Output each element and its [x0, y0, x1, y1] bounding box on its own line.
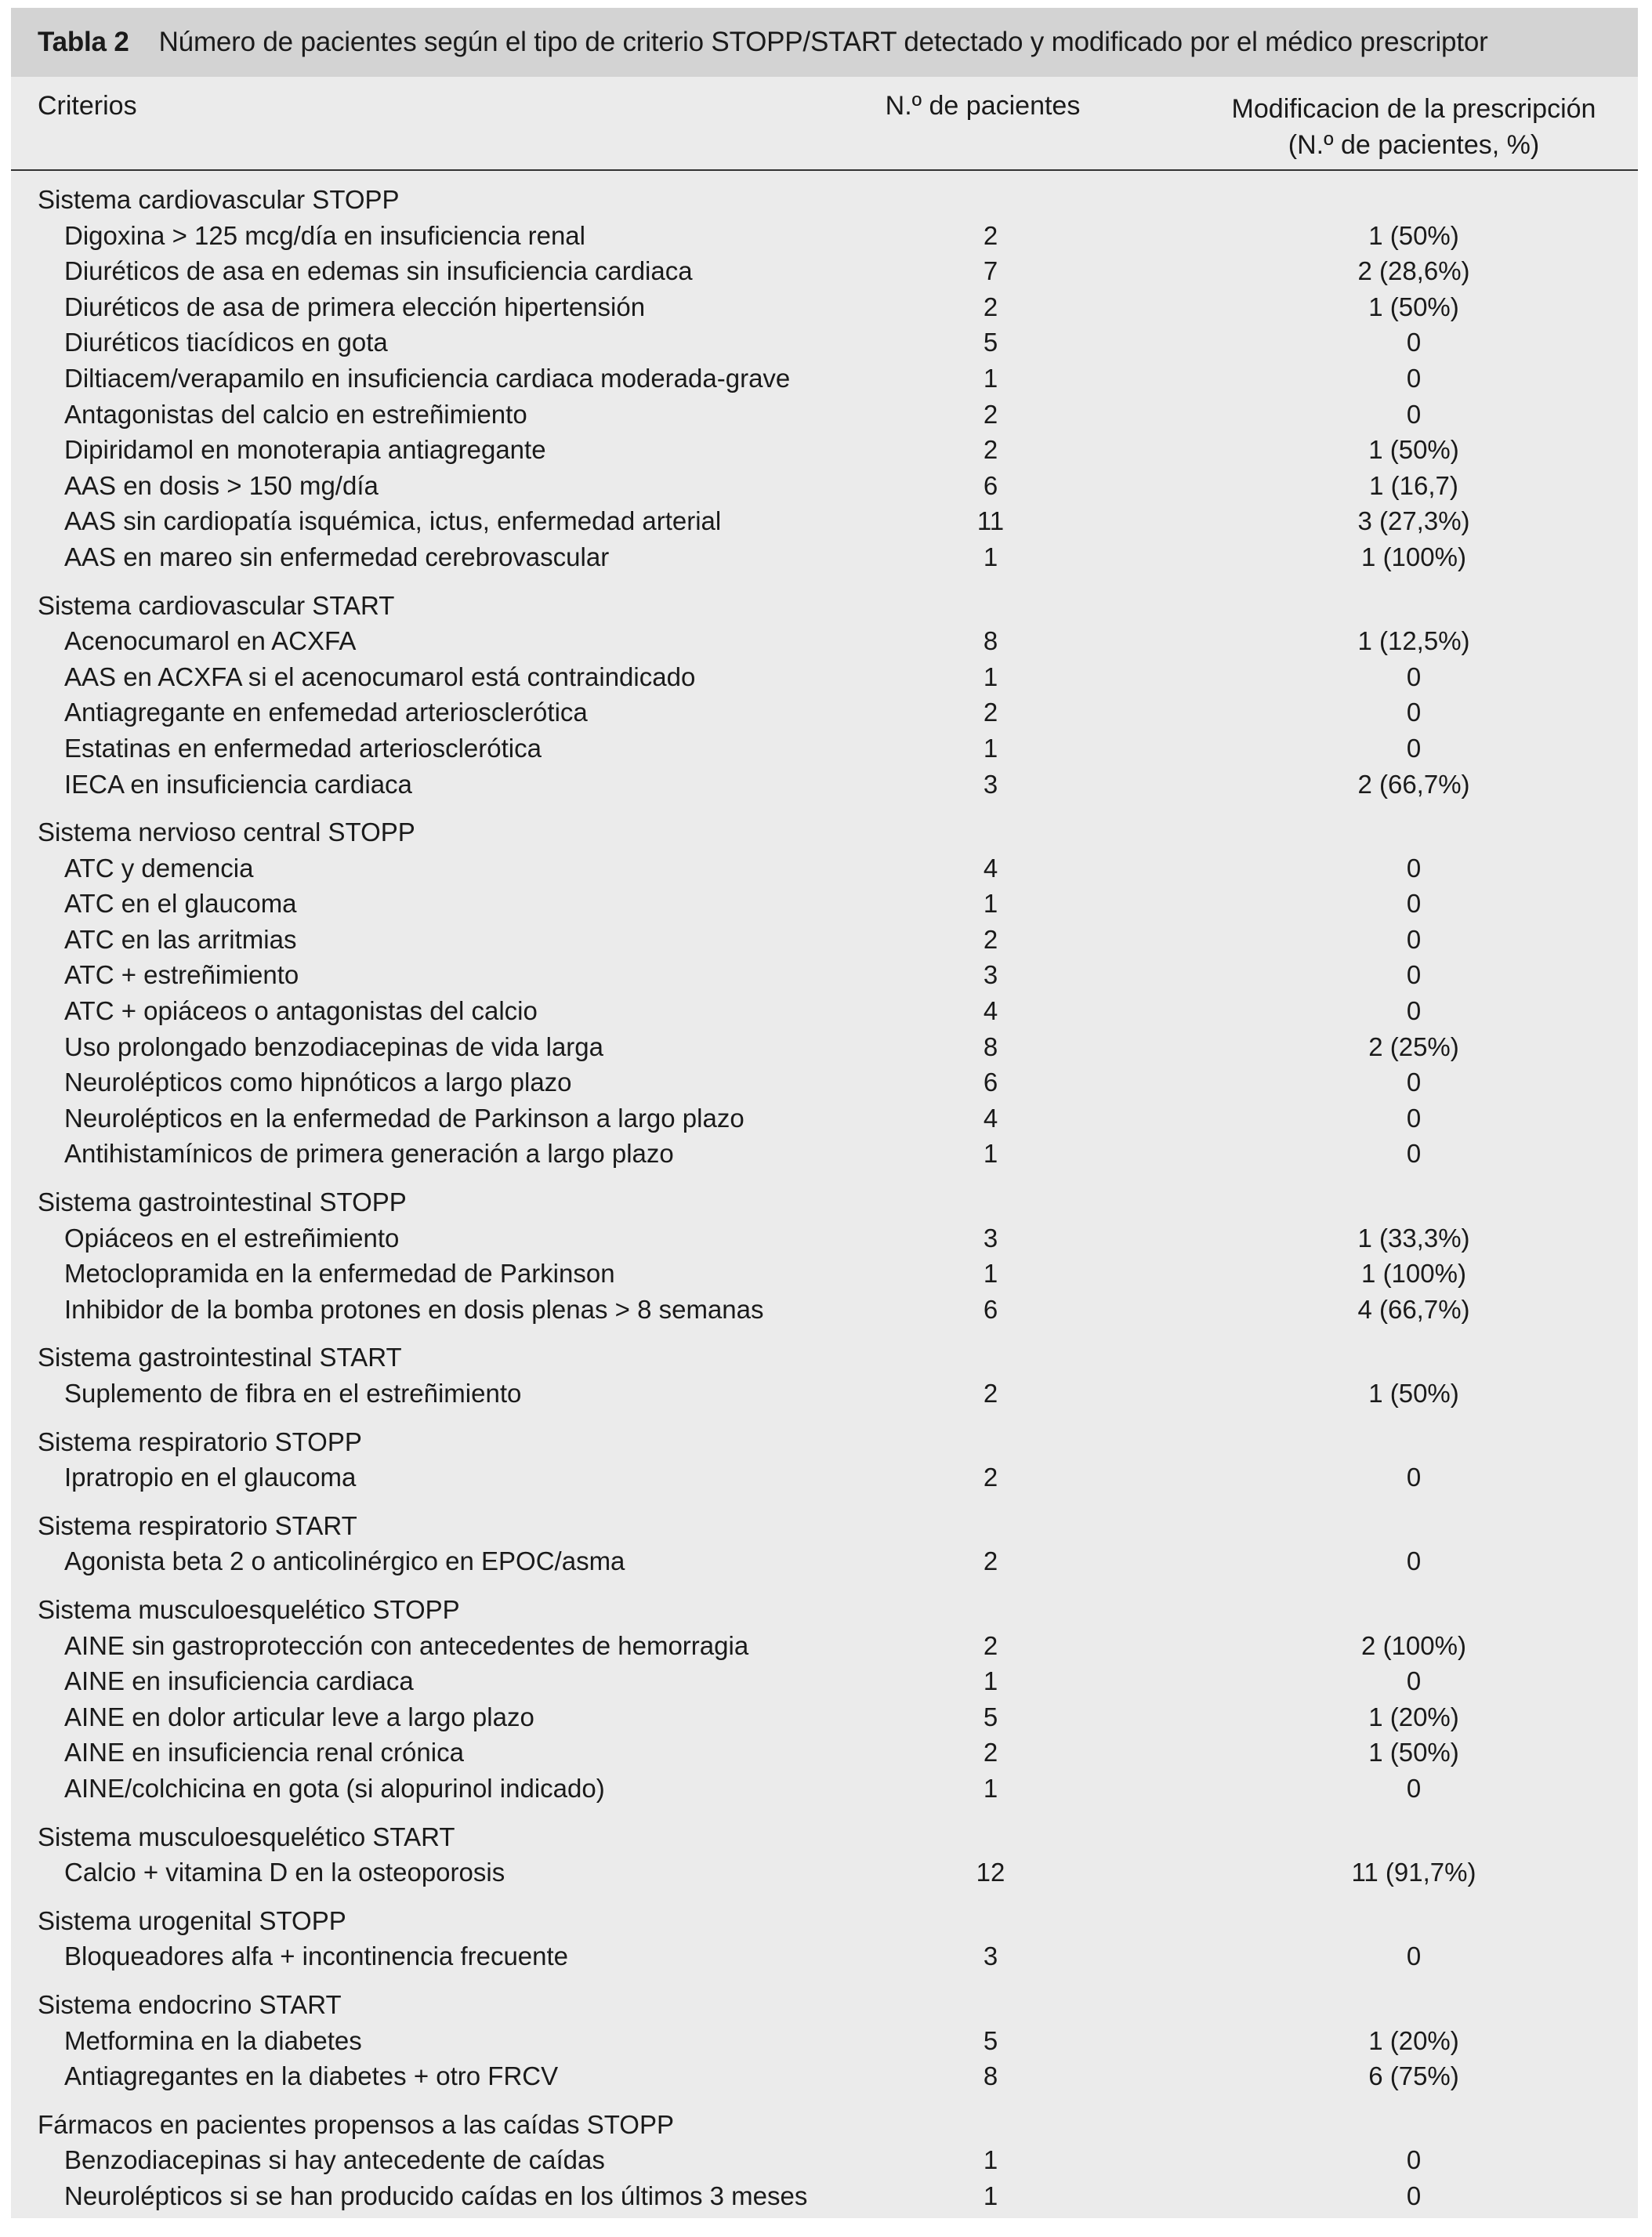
- cell-n-pacientes: 2: [983, 399, 998, 429]
- group-header-row: [11, 1903, 1638, 1939]
- cell-n-pacientes: 4: [983, 996, 998, 1026]
- cell-modificacion: 0: [1406, 1463, 1422, 1492]
- group-header-row: [11, 1424, 1638, 1460]
- group-name: Fármacos en pacientes propensos a las caídas STOPP: [38, 2109, 674, 2139]
- table-row: [11, 361, 1638, 397]
- cell-n-pacientes: 5: [983, 1702, 998, 1731]
- table-row: [11, 1938, 1638, 1974]
- cell-criterio: Diltiacem/verapamilo en insuficiencia cardiaca moderada-grave: [64, 363, 791, 393]
- cell-n-pacientes: 6: [983, 1068, 998, 1097]
- table-label: Tabla 2: [38, 27, 129, 57]
- cell-criterio: Antiagregante en enfemedad arteriosclerótica: [64, 698, 588, 727]
- cell-criterio: Digoxina > 125 mcg/día en insuficiencia renal: [64, 220, 585, 250]
- table-row: [11, 1771, 1638, 1807]
- cell-n-pacientes: 3: [983, 960, 998, 990]
- cell-n-pacientes: 2: [983, 924, 998, 954]
- table-row: [11, 1663, 1638, 1699]
- cell-n-pacientes: 3: [983, 1223, 998, 1253]
- cell-modificacion: 0: [1406, 1942, 1422, 1971]
- cell-modificacion: 1 (50%): [1368, 1379, 1459, 1408]
- table-row: [11, 1543, 1638, 1579]
- cell-modificacion: 0: [1406, 1139, 1422, 1169]
- table-row: [11, 1029, 1638, 1065]
- table-row: [11, 1256, 1638, 1292]
- cell-modificacion: 1 (16,7): [1369, 470, 1458, 500]
- cell-modificacion: 2 (25%): [1368, 1031, 1459, 1061]
- cell-criterio: Neurolépticos en la enfermedad de Parkinson a largo plazo: [64, 1103, 744, 1133]
- cell-criterio: AINE sin gastroprotección con antecedentes de hemorragia: [64, 1630, 749, 1660]
- cell-modificacion: 0: [1406, 1068, 1422, 1097]
- cell-modificacion: 0: [1406, 733, 1422, 763]
- cell-modificacion: 0: [1406, 328, 1422, 357]
- cell-criterio: Uso prolongado benzodiacepinas de vida larga: [64, 1031, 603, 1061]
- group-name: Sistema respiratorio START: [38, 1510, 357, 1540]
- cell-modificacion: 0: [1406, 1666, 1422, 1696]
- cell-criterio: Dipiridamol en monoterapia antiagregante: [64, 435, 546, 465]
- group-name: Sistema respiratorio STOPP: [38, 1427, 362, 1456]
- cell-n-pacientes: 8: [983, 1031, 998, 1061]
- cell-modificacion: 1 (33,3%): [1357, 1223, 1470, 1253]
- cell-criterio: AAS en ACXFA si el acenocumarol está contraindicado: [64, 662, 696, 691]
- cell-n-pacientes: 1: [983, 1259, 998, 1289]
- cell-modificacion: 1 (50%): [1368, 435, 1459, 465]
- cell-criterio: Neurolépticos si se han producido caídas en los últimos 3 meses: [64, 2181, 808, 2210]
- cell-modificacion: 1 (50%): [1368, 292, 1459, 321]
- group-header-row: [11, 1987, 1638, 2023]
- cell-modificacion: 1 (20%): [1368, 2025, 1459, 2055]
- table-row: [11, 659, 1638, 695]
- cell-modificacion: 0: [1406, 399, 1422, 429]
- cell-criterio: ATC + estreñimiento: [64, 960, 299, 990]
- table-row: [11, 850, 1638, 886]
- table-row: [11, 2178, 1638, 2214]
- cell-n-pacientes: 2: [983, 1379, 998, 1408]
- table-row: [11, 1699, 1638, 1735]
- table-row: [11, 1136, 1638, 1172]
- cell-n-pacientes: 1: [983, 2181, 998, 2210]
- group-header-row: [11, 182, 1638, 218]
- table-row: [11, 922, 1638, 958]
- cell-criterio: AAS en mareo sin enfermedad cerebrovascular: [64, 542, 610, 571]
- cell-modificacion: 0: [1406, 1773, 1422, 1803]
- cell-criterio: Acenocumarol en ACXFA: [64, 626, 357, 656]
- cell-criterio: Diuréticos tiacídicos en gota: [64, 328, 388, 357]
- cell-criterio: Antihistamínicos de primera generación a largo plazo: [64, 1139, 674, 1169]
- table-row: [11, 1628, 1638, 1664]
- cell-n-pacientes: 2: [983, 1546, 998, 1576]
- cell-modificacion: 4 (66,7%): [1357, 1294, 1470, 1324]
- cell-modificacion: 3 (27,3%): [1357, 506, 1470, 536]
- cell-modificacion: 1 (20%): [1368, 1702, 1459, 1731]
- table-caption: Número de pacientes según el tipo de criterio STOPP/START detectado y modificado por el médico prescriptor: [158, 27, 1488, 57]
- table-row: [11, 1292, 1638, 1328]
- cell-modificacion: 2 (100%): [1361, 1630, 1466, 1660]
- header-criterios: Criterios: [38, 91, 137, 121]
- header-modificacion-line1: Modificacion de la prescripción: [1231, 94, 1596, 124]
- cell-criterio: ATC y demencia: [64, 853, 254, 883]
- cell-n-pacientes: 12: [976, 1858, 1005, 1887]
- group-name: Sistema musculoesquelético START: [38, 1822, 455, 1851]
- table-body: [11, 171, 1638, 2213]
- cell-criterio: Estatinas en enfermedad arteriosclerótica: [64, 733, 542, 763]
- group-header-row: [11, 1340, 1638, 1376]
- table-row: [11, 1220, 1638, 1256]
- cell-n-pacientes: 2: [983, 292, 998, 321]
- group-name: Sistema cardiovascular STOPP: [38, 185, 400, 214]
- table-row: [11, 253, 1638, 289]
- cell-criterio: AINE en insuficiencia renal crónica: [64, 1738, 464, 1767]
- cell-criterio: Ipratropio en el glaucoma: [64, 1463, 357, 1492]
- cell-n-pacientes: 1: [983, 1139, 998, 1169]
- table-row: [11, 886, 1638, 922]
- group-header-row: [11, 2107, 1638, 2143]
- cell-criterio: Opiáceos en el estreñimiento: [64, 1223, 400, 1253]
- cell-n-pacientes: 2: [983, 1630, 998, 1660]
- cell-criterio: AAS en dosis > 150 mg/día: [64, 470, 379, 500]
- cell-modificacion: 0: [1406, 960, 1422, 990]
- table-row: [11, 957, 1638, 993]
- group-header-row: [11, 814, 1638, 850]
- cell-modificacion: 6 (75%): [1368, 2061, 1459, 2091]
- cell-modificacion: 0: [1406, 1103, 1422, 1133]
- cell-n-pacientes: 6: [983, 1294, 998, 1324]
- cell-n-pacientes: 11: [976, 506, 1005, 536]
- table-row: [11, 731, 1638, 767]
- cell-criterio: AINE en insuficiencia cardiaca: [64, 1666, 414, 1696]
- table-title-bar: [11, 8, 1638, 77]
- cell-modificacion: 0: [1406, 698, 1422, 727]
- cell-criterio: AINE/colchicina en gota (si alopurinol indicado): [64, 1773, 605, 1803]
- cell-modificacion: 0: [1406, 2145, 1422, 2175]
- group-header-row: [11, 1592, 1638, 1628]
- table-row: [11, 993, 1638, 1029]
- cell-n-pacientes: 3: [983, 769, 998, 799]
- cell-n-pacientes: 4: [983, 1103, 998, 1133]
- cell-n-pacientes: 1: [983, 889, 998, 919]
- cell-modificacion: 1 (100%): [1361, 1259, 1466, 1289]
- cell-criterio: Diuréticos de asa en edemas sin insuficiencia cardiaca: [64, 256, 693, 286]
- cell-modificacion: 1 (100%): [1361, 542, 1466, 571]
- cell-modificacion: 2 (28,6%): [1357, 256, 1470, 286]
- cell-criterio: ATC en las arritmias: [64, 924, 297, 954]
- group-name: Sistema urogenital STOPP: [38, 1905, 346, 1935]
- cell-criterio: Benzodiacepinas si hay antecedente de caídas: [64, 2145, 605, 2175]
- cell-n-pacientes: 1: [983, 733, 998, 763]
- table-row: [11, 289, 1638, 325]
- table-row: [11, 397, 1638, 433]
- cell-criterio: ATC + opiáceos o antagonistas del calcio: [64, 996, 538, 1026]
- table-row: [11, 468, 1638, 504]
- cell-n-pacientes: 5: [983, 328, 998, 357]
- cell-n-pacientes: 2: [983, 1463, 998, 1492]
- cell-n-pacientes: 2: [983, 698, 998, 727]
- cell-n-pacientes: 4: [983, 853, 998, 883]
- cell-n-pacientes: 1: [983, 1666, 998, 1696]
- table-row: [11, 432, 1638, 468]
- cell-n-pacientes: 2: [983, 435, 998, 465]
- cell-criterio: ATC en el glaucoma: [64, 889, 297, 919]
- table-row: [11, 324, 1638, 361]
- group-name: Sistema gastrointestinal START: [38, 1343, 402, 1372]
- cell-modificacion: 2 (66,7%): [1357, 769, 1470, 799]
- cell-criterio: Metformina en la diabetes: [64, 2025, 362, 2055]
- stopp-start-table: [11, 8, 1638, 2218]
- cell-n-pacientes: 8: [983, 626, 998, 656]
- group-header-row: [11, 1819, 1638, 1855]
- header-n-pacientes: N.º de pacientes: [885, 91, 1081, 121]
- table-row: [11, 694, 1638, 731]
- table-row: [11, 1376, 1638, 1412]
- cell-modificacion: 11 (91,7%): [1351, 1858, 1476, 1887]
- cell-criterio: Suplemento de fibra en el estreñimiento: [64, 1379, 522, 1408]
- cell-criterio: Diuréticos de asa de primera elección hipertensión: [64, 292, 646, 321]
- cell-n-pacientes: 6: [983, 470, 998, 500]
- table-row: [11, 1459, 1638, 1496]
- header-modificacion-line2: (N.º de pacientes, %): [1288, 130, 1540, 160]
- cell-modificacion: 0: [1406, 363, 1422, 393]
- table-row: [11, 1064, 1638, 1100]
- group-header-row: [11, 588, 1638, 624]
- cell-n-pacientes: 1: [983, 2145, 998, 2175]
- cell-n-pacientes: 7: [983, 256, 998, 286]
- cell-modificacion: 1 (50%): [1368, 220, 1459, 250]
- cell-n-pacientes: 1: [983, 1773, 998, 1803]
- cell-criterio: Calcio + vitamina D en la osteoporosis: [64, 1858, 505, 1887]
- cell-criterio: Antagonistas del calcio en estreñimiento: [64, 399, 527, 429]
- cell-modificacion: 0: [1406, 2181, 1422, 2210]
- cell-n-pacientes: 8: [983, 2061, 998, 2091]
- cell-n-pacientes: 1: [983, 542, 998, 571]
- table-row: [11, 2142, 1638, 2178]
- group-name: Sistema cardiovascular START: [38, 590, 395, 620]
- cell-n-pacientes: 2: [983, 220, 998, 250]
- cell-criterio: IECA en insuficiencia cardiaca: [64, 769, 412, 799]
- cell-n-pacientes: 1: [983, 662, 998, 691]
- cell-modificacion: 0: [1406, 889, 1422, 919]
- group-name: Sistema gastrointestinal STOPP: [38, 1187, 407, 1217]
- cell-modificacion: 0: [1406, 662, 1422, 691]
- cell-criterio: Neurolépticos como hipnóticos a largo plazo: [64, 1068, 572, 1097]
- group-name: Sistema musculoesquelético STOPP: [38, 1594, 460, 1624]
- cell-n-pacientes: 3: [983, 1942, 998, 1971]
- cell-modificacion: 0: [1406, 1546, 1422, 1576]
- table-row: [11, 2058, 1638, 2094]
- cell-criterio: AINE en dolor articular leve a largo plazo: [64, 1702, 534, 1731]
- cell-modificacion: 0: [1406, 853, 1422, 883]
- cell-modificacion: 0: [1406, 996, 1422, 1026]
- cell-criterio: Inhibidor de la bomba protones en dosis plenas > 8 semanas: [64, 1294, 764, 1324]
- cell-n-pacientes: 5: [983, 2025, 998, 2055]
- group-name: Sistema nervioso central STOPP: [38, 818, 415, 847]
- cell-modificacion: 0: [1406, 924, 1422, 954]
- table-row: [11, 503, 1638, 539]
- table-row: [11, 218, 1638, 254]
- cell-modificacion: 1 (12,5%): [1357, 626, 1470, 656]
- cell-criterio: Metoclopramida en la enfermedad de Parkinson: [64, 1259, 615, 1289]
- group-name: Sistema endocrino START: [38, 1989, 342, 2019]
- group-header-row: [11, 1184, 1638, 1220]
- cell-modificacion: 1 (50%): [1368, 1738, 1459, 1767]
- table-row: [11, 1735, 1638, 1771]
- table-row: [11, 539, 1638, 575]
- table-row: [11, 623, 1638, 659]
- cell-n-pacientes: 2: [983, 1738, 998, 1767]
- cell-n-pacientes: 1: [983, 363, 998, 393]
- table-header-row: [11, 77, 1638, 171]
- table-row: [11, 2023, 1638, 2059]
- cell-criterio: AAS sin cardiopatía isquémica, ictus, enfermedad arterial: [64, 506, 722, 536]
- cell-criterio: Bloqueadores alfa + incontinencia frecuente: [64, 1942, 569, 1971]
- table-row: [11, 1100, 1638, 1137]
- group-header-row: [11, 1508, 1638, 1544]
- table-row: [11, 767, 1638, 803]
- table-row: [11, 1854, 1638, 1891]
- cell-criterio: Antiagregantes en la diabetes + otro FRCV: [64, 2061, 559, 2091]
- header-modificacion: [1179, 91, 1638, 163]
- cell-criterio: Agonista beta 2 o anticolinérgico en EPOC/asma: [64, 1546, 625, 1576]
